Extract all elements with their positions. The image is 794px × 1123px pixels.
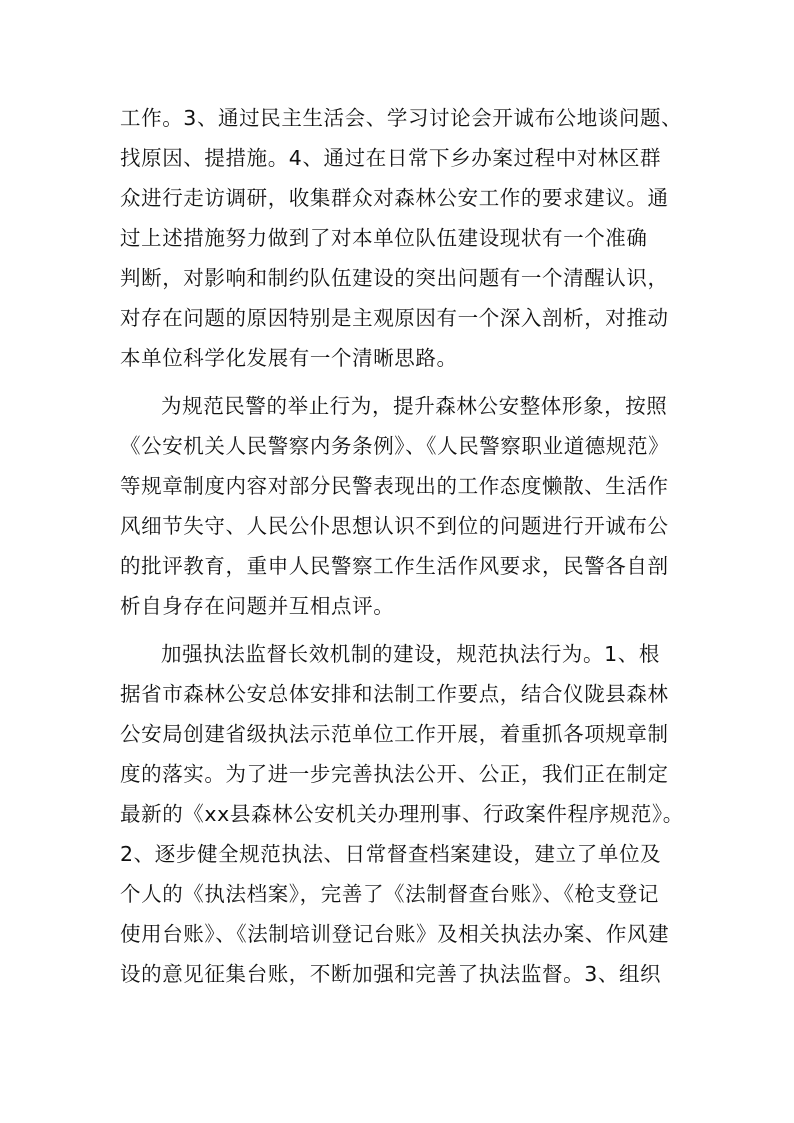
text-line: 加强执法监督长效机制的建设，规范执法行为。1、根 [161,642,660,666]
text-line: 找原因、提措施。4、通过在日常下乡办案过程中对林区群 [120,146,662,170]
text-line: 设的意见征集台账，不断加强和完善了执法监督。3、组织 [120,962,662,986]
text-line: 过上述措施努力做到了对本单位队伍建设现状有一个准确 [120,226,648,250]
text-line: 据省市森林公安总体安排和法制工作要点，结合仪陇县森林 [120,682,669,706]
text-line: 众进行走访调研，收集群众对森林公安工作的要求建议。通 [120,186,669,210]
text-line: 对存在问题的原因特别是主观原因有一个深入剖析，对推动 [120,306,669,330]
text-line: 使用台账》、《法制培训登记台账》及相关执法办案、作风建 [120,922,670,946]
text-line: 的批评教育，重申人民警察工作生活作风要求，民警各自剖 [120,554,669,578]
text-line: 公安局创建省级执法示范单位工作开展，着重抓各项规章制 [120,722,669,746]
text-line: 最新的《xx县森林公安机关办理刑事、行政案件程序规范》。 [120,802,684,826]
text-line: 工作。3、通过民主生活会、学习讨论会开诚布公地谈问题、 [120,106,683,130]
text-line: 判断，对影响和制约队伍建设的突出问题有一个清醒认识， [120,266,669,290]
text-line: 2、逐步健全规范执法、日常督查档案建设，建立了单位及 [120,842,662,866]
text-line: 个人的《执法档案》，完善了《法制督查台账》、《枪支登记 [120,882,659,906]
text-line: 析自身存在问题并互相点评。 [120,594,395,618]
text-line: 《公安机关人民警察内务条例》、《人民警察职业道德规范》 [120,434,670,458]
text-line: 等规章制度内容对部分民警表现出的工作态度懒散、生活作 [120,474,669,498]
text-line: 度的落实。为了进一步完善执法公开、公正，我们正在制定 [120,762,669,786]
text-line: 为规范民警的举止行为，提升森林公安整体形象，按照 [161,394,668,418]
text-line: 本单位科学化发展有一个清晰思路。 [120,346,458,370]
text-line: 风细节失守、人民公仆思想认识不到位的问题进行开诚布公 [120,514,669,538]
